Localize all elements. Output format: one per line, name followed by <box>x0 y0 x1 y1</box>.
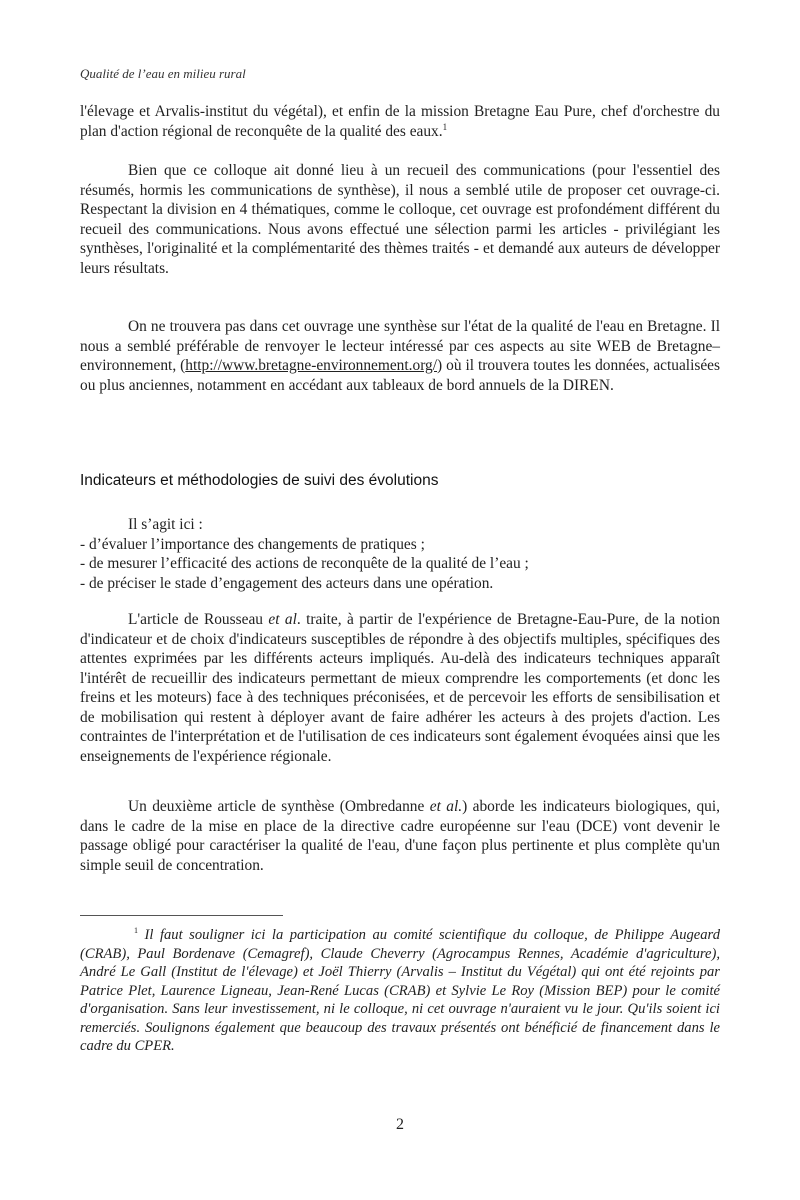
intro-paragraph-3 <box>80 317 720 395</box>
objectives-list <box>80 515 720 593</box>
footnote <box>80 926 720 1056</box>
footnote-reference[interactable]: 1 <box>442 121 448 132</box>
intro-paragraph-3-after: ) où il trouvera toutes les données, actualisées ou plus anciennes, notamment en accédant aux tableaux de bord annuels de la DIREN. <box>80 357 720 394</box>
list-item: - d’évaluer l’importance des changements de pratiques ; <box>80 535 425 553</box>
intro-paragraph-3-before: On ne trouvera pas dans cet ouvrage une synthèse sur l'état de la qualité de l'eau en Bretagne. Il nous a semblé préférable de renvoyer le lecteur intéressé par ces aspects au site WEB de Bretagne–environnement, ( <box>80 318 720 374</box>
footnote-mark: 1 <box>134 926 138 936</box>
intro-paragraph-1 <box>80 102 720 141</box>
ombredanne-etal: et al. <box>429 798 463 815</box>
section-paragraph-rousseau <box>80 610 720 766</box>
section-paragraph-ombredanne <box>80 797 720 875</box>
running-header: Qualité de l’eau en milieu rural <box>80 66 246 81</box>
intro-paragraph-2: Bien que ce colloque ait donné lieu à un recueil des communications (pour l'essentiel des résumés, hormis les communications de synthèse), il nous a semblé utile de proposer cet ouvrage-ci. Respectant la division en 4 thématiques, comme le colloque, cet ouvrage est profondément différent du recueil des communications. Nous avons effectué une sélection parmi les articles - privilégiant les synthèses, l'originalité et la complémentarité des thèmes traités - et demandé aux auteurs de développer leurs résultats. <box>80 162 720 277</box>
footnote-divider <box>80 915 283 916</box>
ombredanne-before: Un deuxième article de synthèse (Ombredanne <box>128 798 430 815</box>
ombredanne-after: ) aborde les indicateurs biologiques, qui, dans le cadre de la mise en place de la directive cadre européenne sur l'eau (DCE) vont devenir le passage obligé pour caractériser la qualité de l'eau, d'une façon plus pertinente et plus complète qu'un simple seuil de concentration. <box>80 798 721 874</box>
rousseau-before: L'article de Rousseau <box>128 611 269 628</box>
bretagne-environnement-link[interactable]: http://www.bretagne-environnement.org/ <box>185 357 438 374</box>
footnote-text: Il faut souligner ici la participation au comité scientifique du colloque, de Philippe Augeard (CRAB), Paul Bordenave (Cemagref), Claude Cheverry (Agrocampus Rennes, Académie d'agriculture), André Le Gall (Institut de l'élevage) et Joël Thierry (Arvalis – Institut du Végétal) qui ont été rejoints par Patrice Plet, Laurence Ligneau, Jean-René Lucas (CRAB) et Sylvie Le Roy (Mission BEP) pour le comité d'organisation. Sans leur investissement, ni le colloque, ni cet ouvrage n'auraient vu le jour. Qu'ils soient ici remerciés. Soulignons également que beaucoup des travaux présentés ont bénéficié de financement dans le cadre du CPER. <box>80 927 720 1054</box>
list-intro: Il s’agit ici : <box>128 516 203 533</box>
rousseau-etal: et al <box>268 611 297 628</box>
list-item: - de préciser le stade d’engagement des acteurs dans une opération. <box>80 574 494 592</box>
list-item: - de mesurer l’efficacité des actions de reconquête de la qualité de l’eau ; <box>80 555 529 572</box>
document-page <box>80 0 720 1200</box>
page-number: 2 <box>396 1116 404 1133</box>
rousseau-after: . traite, à partir de l'expérience de Bretagne-Eau-Pure, de la notion d'indicateur et de choix d'indicateurs susceptibles de répondre à des objectifs multiples, spécifiques des attentes exprimées par les différents acteurs impliqués. Au-delà des indicateurs techniques apparaît l'intérêt de recueillir des indicateurs permettant de mieux comprendre les comportements (et donc les freins et les moteurs) face à des techniques préconisées, et de percevoir les efforts de sensibilisation et de mobilisation qui restent à déployer avant de faire adhérer les acteurs à des projets d'action. Les contraintes de l'interprétation et de l'utilisation de ces indicateurs sont également évoquées ainsi que les enseignements de l'expérience régionale. <box>80 611 720 765</box>
section-heading: Indicateurs et méthodologies de suivi des évolutions <box>80 472 439 489</box>
intro-paragraph-1-text: l'élevage et Arvalis-institut du végétal), et enfin de la mission Bretagne Eau Pure, chef d'orchestre du plan d'action régional de reconquête de la qualité des eaux. <box>80 103 720 140</box>
